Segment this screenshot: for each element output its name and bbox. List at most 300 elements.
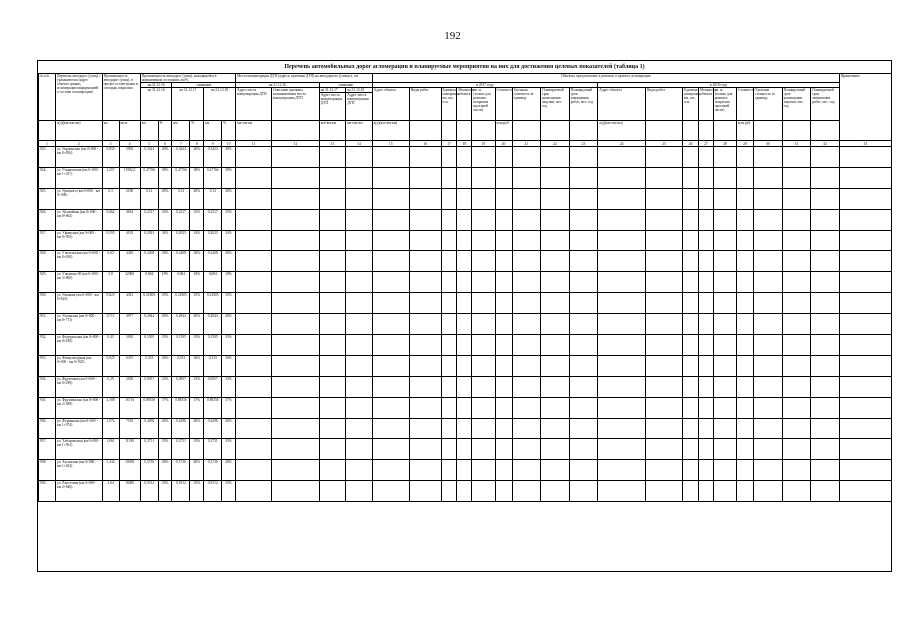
empty-cell	[346, 481, 372, 502]
empty-cell	[811, 314, 840, 335]
empty-cell	[782, 188, 811, 209]
empty-cell	[811, 481, 840, 502]
norm-pct-2017: 38%	[190, 167, 204, 188]
empty-cell	[272, 314, 320, 335]
empty-cell	[409, 272, 441, 293]
norm-pct-2018: 40%	[222, 460, 236, 481]
empty-cell	[683, 355, 699, 376]
empty-cell	[512, 335, 541, 356]
norm-km-2016: 0,4296	[140, 418, 158, 439]
empty-cell	[319, 314, 345, 335]
empty-cell	[811, 209, 840, 230]
norm-km-2016: 0,2317	[140, 209, 158, 230]
empty-cell	[782, 439, 811, 460]
column-number: 3	[102, 141, 119, 147]
norm-km-2016: 0,0957	[140, 376, 158, 397]
norm-pct-2017: 40%	[190, 460, 204, 481]
empty-cell	[683, 314, 699, 335]
empty-cell	[512, 188, 541, 209]
unit-mln-17: млн руб.	[495, 121, 512, 141]
empty-cell	[472, 167, 495, 188]
empty-cell	[512, 209, 541, 230]
header-norm-2017: на 31.12.17	[172, 88, 204, 121]
empty-cell	[598, 272, 646, 293]
empty-cell	[839, 272, 891, 293]
empty-cell	[713, 418, 736, 439]
empty-cell	[495, 230, 512, 251]
empty-cell	[441, 335, 457, 356]
norm-pct-2016: 37%	[158, 397, 172, 418]
table-row	[39, 439, 892, 460]
empty-cell	[683, 376, 699, 397]
empty-cell	[782, 147, 811, 168]
empty-cell	[569, 460, 598, 481]
empty-cell	[645, 355, 682, 376]
empty-cell	[598, 481, 646, 502]
empty-cell	[472, 314, 495, 335]
empty-cell	[754, 460, 783, 481]
empty-cell	[737, 355, 754, 376]
road-length: 1,074	[102, 418, 119, 439]
unit-km-2: км	[172, 121, 190, 141]
empty-cell	[839, 439, 891, 460]
column-number: 15	[372, 141, 409, 147]
empty-cell	[569, 481, 598, 502]
column-number: 12	[272, 141, 320, 147]
empty-cell	[319, 460, 345, 481]
empty-cell	[319, 167, 345, 188]
unit-addr-17: а(д)(км+км-км)	[372, 121, 409, 141]
norm-pct-2016: 35%	[158, 335, 172, 356]
road-area: 10038	[119, 460, 140, 481]
empty-cell	[782, 418, 811, 439]
empty-cell	[737, 376, 754, 397]
empty-cell	[698, 460, 713, 481]
empty-cell	[512, 293, 541, 314]
empty-cell	[236, 355, 272, 376]
empty-cell	[698, 418, 713, 439]
empty-cell	[645, 481, 682, 502]
unit-kvm: кв.м	[119, 121, 140, 141]
empty-cell	[236, 209, 272, 230]
norm-km-2018: 0,3751	[204, 439, 222, 460]
empty-cell	[782, 397, 811, 418]
empty-cell	[782, 272, 811, 293]
norm-km-2018: 0,684	[204, 272, 222, 293]
empty-cell	[683, 251, 699, 272]
table-row	[39, 272, 892, 293]
empty-cell	[346, 251, 372, 272]
empty-cell	[782, 355, 811, 376]
norm-km-2018: 0,0957	[204, 376, 222, 397]
empty-cell	[645, 397, 682, 418]
empty-cell	[645, 251, 682, 272]
empty-cell	[839, 397, 891, 418]
empty-cell	[782, 335, 811, 356]
empty-cell	[698, 335, 713, 356]
table-row	[39, 188, 892, 209]
norm-pct-2018: 34%	[222, 230, 236, 251]
empty-cell	[495, 147, 512, 168]
empty-cell	[737, 230, 754, 251]
norm-pct-2016: 35%	[158, 293, 172, 314]
empty-cell	[409, 147, 441, 168]
empty-cell	[569, 355, 598, 376]
table-row	[39, 251, 892, 272]
empty-cell	[495, 397, 512, 418]
header-row-3	[39, 88, 892, 93]
empty-cell	[811, 376, 840, 397]
empty-cell	[236, 335, 272, 356]
road-area: 11982,5	[119, 167, 140, 188]
norm-pct-2018: 37%	[222, 397, 236, 418]
empty-cell	[598, 188, 646, 209]
row-number: 933.	[39, 355, 56, 376]
norm-km-2017: 0,684	[172, 272, 190, 293]
norm-pct-2018: 35%	[222, 335, 236, 356]
header-year-2017: в 2017 году	[372, 83, 598, 88]
empty-cell	[698, 439, 713, 460]
empty-cell	[541, 251, 570, 272]
empty-cell	[811, 230, 840, 251]
norm-pct-2016: 40%	[158, 314, 172, 335]
empty-cell	[512, 460, 541, 481]
unit-addr-18: а(д)(км+км-км)	[598, 121, 646, 141]
empty-cell	[236, 188, 272, 209]
empty-cell	[645, 460, 682, 481]
empty-cell	[472, 209, 495, 230]
norm-pct-2018: 35%	[222, 481, 236, 502]
empty-cell	[457, 147, 472, 168]
norm-km-2017: 0,2023	[172, 230, 190, 251]
empty-cell	[272, 209, 320, 230]
empty-cell	[372, 147, 409, 168]
empty-cell	[754, 188, 783, 209]
unit-kmkm-1: км+км-км	[236, 121, 272, 141]
empty-cell	[409, 397, 441, 418]
header-conc-2016: на 31.12.16	[236, 83, 320, 88]
empty-cell	[319, 481, 345, 502]
empty-cell	[569, 230, 598, 251]
empty-cell	[457, 355, 472, 376]
table-row	[39, 376, 892, 397]
unit-address: а(д)(км+км-км)	[55, 121, 102, 141]
norm-km-2018: 0,2023	[204, 230, 222, 251]
empty-cell	[598, 460, 646, 481]
norm-pct-2018: 38%	[222, 167, 236, 188]
empty-cell	[713, 355, 736, 376]
empty-cell	[409, 314, 441, 335]
norm-pct-2017: 40%	[190, 188, 204, 209]
empty-cell	[754, 251, 783, 272]
empty-cell	[811, 355, 840, 376]
unit-kmkm-3: км+км-км	[346, 121, 372, 141]
norm-pct-2016: 18%	[158, 272, 172, 293]
empty-cell	[409, 251, 441, 272]
norm-km-2017: 0,12	[172, 188, 190, 209]
empty-cell	[598, 147, 646, 168]
row-number: 924.	[39, 167, 56, 188]
empty-cell	[737, 188, 754, 209]
empty-cell	[737, 418, 754, 439]
empty-cell	[541, 188, 570, 209]
header-conc-addr-18: Адрес места концентрации ДТП	[346, 93, 372, 121]
empty-cell	[839, 293, 891, 314]
norm-pct-2017: 35%	[190, 209, 204, 230]
table-row	[39, 397, 892, 418]
norm-km-2016: 0,12	[140, 188, 158, 209]
column-number: 4	[119, 141, 140, 147]
norm-pct-2016: 36%	[158, 251, 172, 272]
road-area: 2030	[119, 376, 140, 397]
empty-cell	[645, 439, 682, 460]
empty-cell	[272, 439, 320, 460]
empty-cell	[495, 481, 512, 502]
norm-km-2017: 0,88356	[172, 397, 190, 418]
empty-cell	[569, 314, 598, 335]
road-length: 0,662	[102, 209, 119, 230]
unit-km-3: км	[204, 121, 222, 141]
empty-cell	[319, 230, 345, 251]
empty-cell	[569, 335, 598, 356]
empty-cell	[541, 209, 570, 230]
empty-cell	[737, 439, 754, 460]
empty-cell	[512, 481, 541, 502]
column-number: 21	[512, 141, 541, 147]
empty-cell	[457, 293, 472, 314]
column-number: 30	[754, 141, 783, 147]
roads-table	[38, 73, 892, 502]
row-number: 936.	[39, 418, 56, 439]
empty-cell	[683, 439, 699, 460]
empty-cell	[272, 293, 320, 314]
header-obj-works-18: Виды работ	[645, 88, 682, 121]
empty-cell	[541, 355, 570, 376]
norm-km-2017: 0,333	[172, 355, 190, 376]
row-number: 938.	[39, 460, 56, 481]
empty-cell	[541, 439, 570, 460]
empty-cell	[811, 335, 840, 356]
empty-cell	[409, 481, 441, 502]
empty-cell	[346, 188, 372, 209]
row-number: 923.	[39, 147, 56, 168]
empty-cell	[346, 167, 372, 188]
header-obj-planend-17: Планируемый срок завершения работ, мес. год	[569, 88, 598, 121]
empty-cell	[811, 293, 840, 314]
norm-pct-2017: 18%	[190, 272, 204, 293]
road-area: 6475	[119, 355, 140, 376]
empty-cell	[372, 293, 409, 314]
empty-cell	[495, 188, 512, 209]
header-obj-planstart-18: Планируемый срок размещения закупки, мес. год	[782, 88, 811, 121]
header-obj-sqm-17: кв. м. (только для ремонта покрытия проезжей части)	[472, 88, 495, 121]
empty-cell	[713, 314, 736, 335]
norm-pct-2017: 36%	[190, 251, 204, 272]
header-obj-unitcost-17: Удельная стоимость за единицу	[512, 88, 541, 121]
unit-mln-18: млн руб.	[737, 121, 754, 141]
empty-cell	[645, 335, 682, 356]
empty-cell	[319, 439, 345, 460]
road-area: 7518	[119, 418, 140, 439]
empty-cell	[346, 439, 372, 460]
norm-km-2018: 0,21805	[204, 293, 222, 314]
norm-km-2016: 0,684	[140, 272, 158, 293]
empty-cell	[782, 314, 811, 335]
table-row	[39, 314, 892, 335]
empty-cell	[754, 147, 783, 168]
empty-cell	[839, 230, 891, 251]
empty-cell	[409, 167, 441, 188]
header-conc-2017: на 31.12.17	[319, 88, 345, 93]
empty-cell	[319, 418, 345, 439]
empty-cell	[457, 460, 472, 481]
row-number: 934.	[39, 376, 56, 397]
empty-cell	[409, 230, 441, 251]
empty-cell	[754, 230, 783, 251]
empty-cell	[319, 209, 345, 230]
empty-cell	[839, 147, 891, 168]
row-number: 925.	[39, 188, 56, 209]
empty-cell	[645, 314, 682, 335]
empty-cell	[472, 439, 495, 460]
norm-pct-2018: 40%	[222, 147, 236, 168]
row-number: 929.	[39, 272, 56, 293]
empty-cell	[569, 147, 598, 168]
road-length: 0,856	[102, 147, 119, 168]
table-row	[39, 147, 892, 168]
empty-cell	[472, 335, 495, 356]
empty-cell	[698, 355, 713, 376]
norm-km-2016: 0,3751	[140, 439, 158, 460]
norm-km-2018: 0,1505	[204, 335, 222, 356]
empty-cell	[472, 397, 495, 418]
header-conc-addr: Адрес места концентрации ДТП	[236, 88, 272, 121]
document-table-frame	[37, 60, 892, 572]
header-obj-works-17: Виды работ	[409, 88, 441, 121]
empty-cell	[319, 397, 345, 418]
road-area: 32000	[119, 272, 140, 293]
empty-cell	[236, 293, 272, 314]
road-name: ул. Фурманова (км 0+000 - км 1+074)	[55, 418, 102, 439]
norm-pct-2018: 36%	[222, 355, 236, 376]
empty-cell	[512, 418, 541, 439]
norm-pct-2018: 18%	[222, 272, 236, 293]
empty-cell	[782, 230, 811, 251]
empty-cell	[683, 481, 699, 502]
header-norm-2016: на 31.12.16	[140, 88, 172, 121]
column-number: 8	[190, 141, 204, 147]
road-area: 4165	[119, 230, 140, 251]
empty-cell	[495, 293, 512, 314]
empty-cell	[472, 481, 495, 502]
empty-cell	[737, 481, 754, 502]
empty-cell	[754, 439, 783, 460]
empty-cell	[737, 209, 754, 230]
road-name: ул. Фруктовая (км 0+000 - км 0+290)	[55, 376, 102, 397]
empty-cell	[698, 272, 713, 293]
unit-pct-1: %	[158, 121, 172, 141]
empty-cell	[645, 167, 682, 188]
norm-pct-2018: 40%	[222, 314, 236, 335]
empty-cell	[598, 209, 646, 230]
norm-pct-2018: 40%	[222, 418, 236, 439]
empty-cell	[272, 397, 320, 418]
empty-cell	[683, 418, 699, 439]
empty-cell	[811, 397, 840, 418]
unit-kmkm-2: км+км-км	[319, 121, 345, 141]
column-number: 9	[204, 141, 222, 147]
empty-cell	[754, 314, 783, 335]
empty-cell	[457, 209, 472, 230]
road-area: 4410	[119, 251, 140, 272]
column-number: 6	[158, 141, 172, 147]
empty-cell	[372, 481, 409, 502]
header-planned: снижение	[172, 83, 236, 88]
empty-cell	[319, 188, 345, 209]
empty-cell	[372, 418, 409, 439]
road-length: 0,29	[102, 376, 119, 397]
empty-cell	[272, 167, 320, 188]
empty-cell	[495, 439, 512, 460]
norm-km-2017: 0,2268	[172, 251, 190, 272]
empty-cell	[737, 397, 754, 418]
empty-cell	[698, 251, 713, 272]
column-number: 14	[346, 141, 372, 147]
norm-km-2018: 0,47766	[204, 167, 222, 188]
empty-cell	[839, 418, 891, 439]
empty-cell	[569, 167, 598, 188]
norm-km-2017: 0,2317	[172, 209, 190, 230]
norm-km-2016: 0,333	[140, 355, 158, 376]
column-number: 20	[495, 141, 512, 147]
norm-km-2017: 0,4296	[172, 418, 190, 439]
empty-cell	[409, 460, 441, 481]
header-conc-planned: снижение	[319, 83, 372, 88]
road-name: ул. Урицкого (км 0+000 - км 0+300)	[55, 188, 102, 209]
norm-pct-2016: 38%	[158, 167, 172, 188]
road-name: ул. Украинская (км 0+000 - км 0+856)	[55, 147, 102, 168]
empty-cell	[272, 251, 320, 272]
norm-km-2016: 0,88356	[140, 397, 158, 418]
empty-cell	[811, 460, 840, 481]
empty-cell	[372, 314, 409, 335]
empty-cell	[512, 397, 541, 418]
norm-pct-2016: 33%	[158, 376, 172, 397]
empty-cell	[272, 481, 320, 502]
header-obj-unit-17: Единица измерения, км, шт., п.м.	[441, 88, 457, 121]
empty-cell	[512, 355, 541, 376]
empty-cell	[541, 314, 570, 335]
header-2016: на 31.12.16	[140, 83, 172, 88]
table-row	[39, 355, 892, 376]
empty-cell	[495, 376, 512, 397]
empty-cell	[441, 481, 457, 502]
unit-pct-2: %	[190, 121, 204, 141]
empty-cell	[754, 293, 783, 314]
empty-cell	[409, 376, 441, 397]
road-name: ул. Училище-49 (км 0+000 - км 3+800)	[55, 272, 102, 293]
empty-cell	[645, 272, 682, 293]
empty-cell	[441, 418, 457, 439]
column-number: 22	[541, 141, 570, 147]
column-number: 18	[457, 141, 472, 147]
norm-km-2018: 0,2317	[204, 209, 222, 230]
empty-cell	[372, 397, 409, 418]
empty-cell	[409, 355, 441, 376]
norm-km-2018: 0,2844	[204, 314, 222, 335]
empty-cell	[409, 335, 441, 356]
empty-cell	[683, 293, 699, 314]
